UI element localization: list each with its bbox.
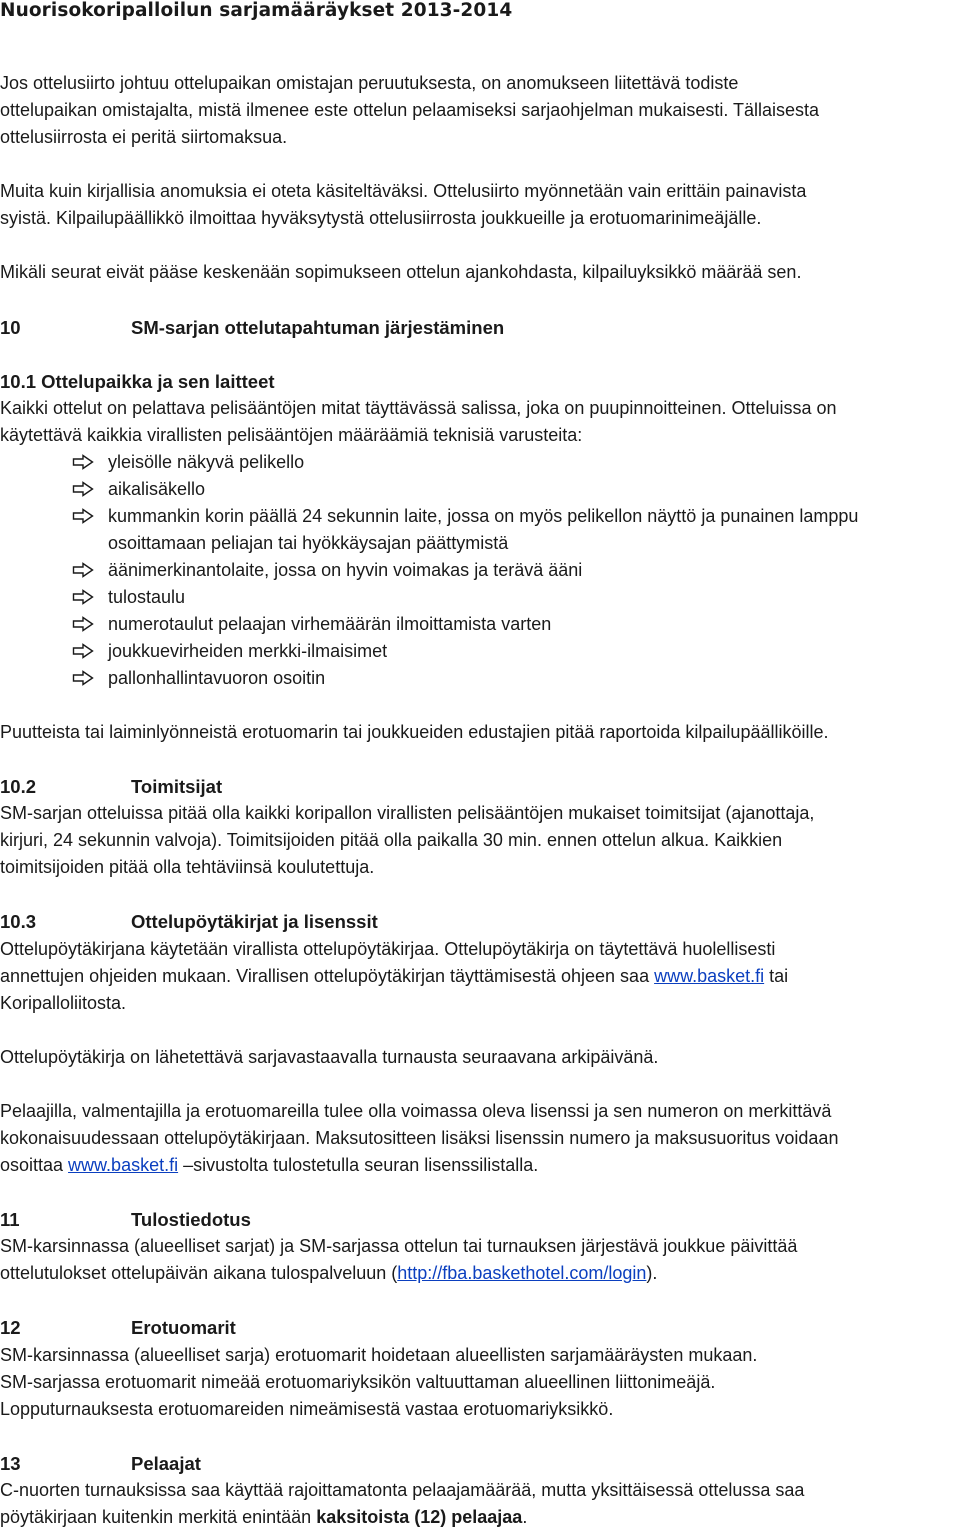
list-item [72, 449, 960, 476]
text-segment: osoittaa [0, 1155, 69, 1175]
section-title: Pelaajat [131, 1453, 201, 1474]
text-line [0, 963, 960, 990]
section-title: Erotuomarit [131, 1317, 236, 1338]
text-line: osoittamaan peliajan tai hyökkäysajan päättymistä [108, 533, 509, 553]
section-number: 10.2 [0, 776, 37, 797]
list-item [72, 638, 960, 665]
text-segment: –sivustolta tulostetulla seuran lisenssilistalla. [178, 1155, 539, 1175]
arrow-right-outline-icon [72, 508, 94, 524]
text-line: C-nuorten turnauksissa saa käyttää rajoittamatonta pelaajamäärää, mutta yksittäisessä ottelussa saa [0, 1480, 805, 1500]
arrow-right-outline-icon [72, 481, 94, 497]
paragraph-players [0, 1477, 960, 1531]
document-title: Nuorisokoripalloilun sarjamääräykset 2013-2014 [0, 0, 513, 21]
text-line: Pelaajilla, valmentajilla ja erotuomareilla tulee olla voimassa oleva lisenssi ja sen numeron on merkittävä [0, 1101, 832, 1121]
list-item-text [108, 611, 551, 638]
list-item-text [108, 503, 858, 557]
section-title: Tulostiedotus [131, 1209, 251, 1230]
basket-fi-link[interactable]: www.basket.fi [654, 966, 765, 986]
text-line: toimitsijoiden pitää olla tehtäviinsä koulutettuja. [0, 857, 375, 877]
text-line: tulostaulu [108, 587, 186, 607]
list-item [72, 476, 960, 503]
text-line: äänimerkinantolaite, jossa on hyvin voimakas ja terävä ääni [108, 560, 583, 580]
text-line: yleisölle näkyvä pelikello [108, 452, 305, 472]
section-title: SM-sarjan ottelutapahtuman järjestäminen [131, 317, 505, 338]
text-line: Koripalloliitosta. [0, 993, 127, 1013]
text-segment: pöytäkirjaan kuitenkin merkitä enintään [0, 1507, 317, 1527]
paragraph-deficiencies [0, 719, 960, 746]
section-10-1-heading: 10.1 Ottelupaikka ja sen laitteet [0, 371, 275, 392]
text-line: Ottelupöytäkirjana käytetään virallista ottelupöytäkirjaa. Ottelupöytäkirja on täytettävä huolellisesti [0, 939, 776, 959]
text-line: syistä. Kilpailupäällikkö ilmoittaa hyväksytystä ottelusiirrosta joukkueille ja erotuomarinimeäjälle. [0, 208, 762, 228]
list-item-text [108, 449, 304, 476]
text-line: käytettävä kaikkia virallisten pelisääntöjen määräämiä teknisiä varusteita: [0, 425, 583, 445]
arrow-right-outline-icon [72, 670, 94, 686]
text-line: Lopputurnauksesta erotuomareiden nimeämisestä vastaa erotuomariyksikkö. [0, 1399, 614, 1419]
text-line: kokonaisuudessaan ottelupöytäkirjaan. Maksutositteen lisäksi lisenssin numero ja maksusuoritus voidaan [0, 1128, 839, 1148]
section-title: Toimitsijat [131, 776, 223, 797]
arrow-right-outline-icon [72, 562, 94, 578]
basket-fi-link[interactable]: www.basket.fi [68, 1155, 179, 1175]
paragraph-scheduling-agreement [0, 259, 960, 286]
list-item-text [108, 638, 387, 665]
section-title: Ottelupöytäkirjat ja lisenssit [131, 911, 378, 932]
section-number: 11 [0, 1209, 20, 1230]
text-line: Puutteista tai laiminlyönneistä erotuomarin tai joukkueiden edustajien pitää raportoida kilpailupäälliköille. [0, 722, 829, 742]
text-line: pallonhallintavuoron osoitin [108, 668, 326, 688]
text-line: ottelupaikan omistajalta, mistä ilmenee este ottelun pelaamiseksi sarjaohjelman mukaisesti. Tällaisesta [0, 100, 820, 120]
text-line: Jos ottelusiirto johtuu ottelupaikan omistajan peruutuksesta, on anomukseen liitettävä todiste [0, 73, 739, 93]
paragraph-written-requests [0, 178, 960, 232]
text-line: Kaikki ottelut on pelattava pelisääntöjen mitat täyttävässä salissa, joka on puupinnoitteinen. Otteluissa on [0, 398, 837, 418]
text-line: SM-karsinnassa (alueelliset sarja) erotuomarit hoidetaan alueellisten sarjamääräysten mukaan. [0, 1345, 758, 1365]
text-line: numerotaulut pelaajan virhemäärän ilmoittamista varten [108, 614, 552, 634]
text-line: kummankin korin päällä 24 sekunnin laite, jossa on myös pelikellon näyttö ja punainen lamppu [108, 506, 859, 526]
list-item-text [108, 584, 185, 611]
text-line [0, 1260, 960, 1287]
text-segment: tai [764, 966, 789, 986]
text-line: joukkuevirheiden merkki-ilmaisimet [108, 641, 388, 661]
list-item [72, 503, 960, 557]
paragraph-licences [0, 1098, 960, 1179]
text-segment: annettujen ohjeiden mukaan. Virallisen ottelupöytäkirjan täyttämisestä ohjeen saa [0, 966, 655, 986]
list-item [72, 665, 960, 692]
list-item-text [108, 476, 205, 503]
paragraph-referees [0, 1342, 960, 1423]
text-line: aikalisäkello [108, 479, 206, 499]
section-number: 13 [0, 1453, 21, 1474]
paragraph-scoresheet [0, 936, 960, 1017]
text-line: Muita kuin kirjallisia anomuksia ei oteta käsiteltäväksi. Ottelusiirto myönnetään vain erittäin painavista [0, 181, 807, 201]
text-segment: . [522, 1507, 528, 1527]
section-number: 12 [0, 1317, 21, 1338]
paragraph-transfer-evidence [0, 70, 960, 151]
text-segment: ottelutulokset ottelupäivän aikana tulospalveluun ( [0, 1263, 398, 1283]
list-item [72, 611, 960, 638]
section-number: 10 [0, 317, 21, 338]
text-line: SM-sarjassa erotuomarit nimeää erotuomariyksikön valtuuttaman alueellinen liittonimeäjä. [0, 1372, 716, 1392]
text-line: Ottelupöytäkirja on lähetettävä sarjavastaavalla turnausta seuraavana arkipäivänä. [0, 1047, 659, 1067]
text-line [0, 1504, 960, 1531]
arrow-right-outline-icon [72, 616, 94, 632]
arrow-right-outline-icon [72, 643, 94, 659]
player-limit-emphasis: kaksitoista (12) pelaajaa [316, 1507, 523, 1527]
paragraph-scoresheet-delivery [0, 1044, 960, 1071]
paragraph-results-reporting [0, 1233, 960, 1287]
baskethotel-login-link[interactable]: http://fba.baskethotel.com/login [397, 1263, 647, 1283]
equipment-list [72, 449, 960, 692]
text-line [0, 1152, 960, 1179]
list-item [72, 584, 960, 611]
text-segment: ). [646, 1263, 658, 1283]
text-line: ottelusiirrosta ei peritä siirtomaksua. [0, 127, 288, 147]
list-item-text [108, 665, 325, 692]
section-number: 10.3 [0, 911, 37, 932]
arrow-right-outline-icon [72, 454, 94, 470]
arrow-right-outline-icon [72, 589, 94, 605]
text-line: SM-karsinnassa (alueelliset sarjat) ja SM-sarjassa ottelun tai turnauksen järjestävä joukkue päivittää [0, 1236, 798, 1256]
text-line: Mikäli seurat eivät pääse keskenään sopimukseen ottelun ajankohdasta, kilpailuyksikkö määrää sen. [0, 262, 802, 282]
paragraph-venue-equipment [0, 395, 960, 449]
list-item [72, 557, 960, 584]
list-item-text [108, 557, 582, 584]
paragraph-officials [0, 800, 960, 881]
text-line: kirjuri, 24 sekunnin valvoja). Toimitsijoiden pitää olla paikalla 30 min. ennen ottelun alkua. Kaikkien [0, 830, 783, 850]
text-line: SM-sarjan otteluissa pitää olla kaikki koripallon virallisten pelisääntöjen mukaiset toimitsijat (ajanottaja, [0, 803, 815, 823]
